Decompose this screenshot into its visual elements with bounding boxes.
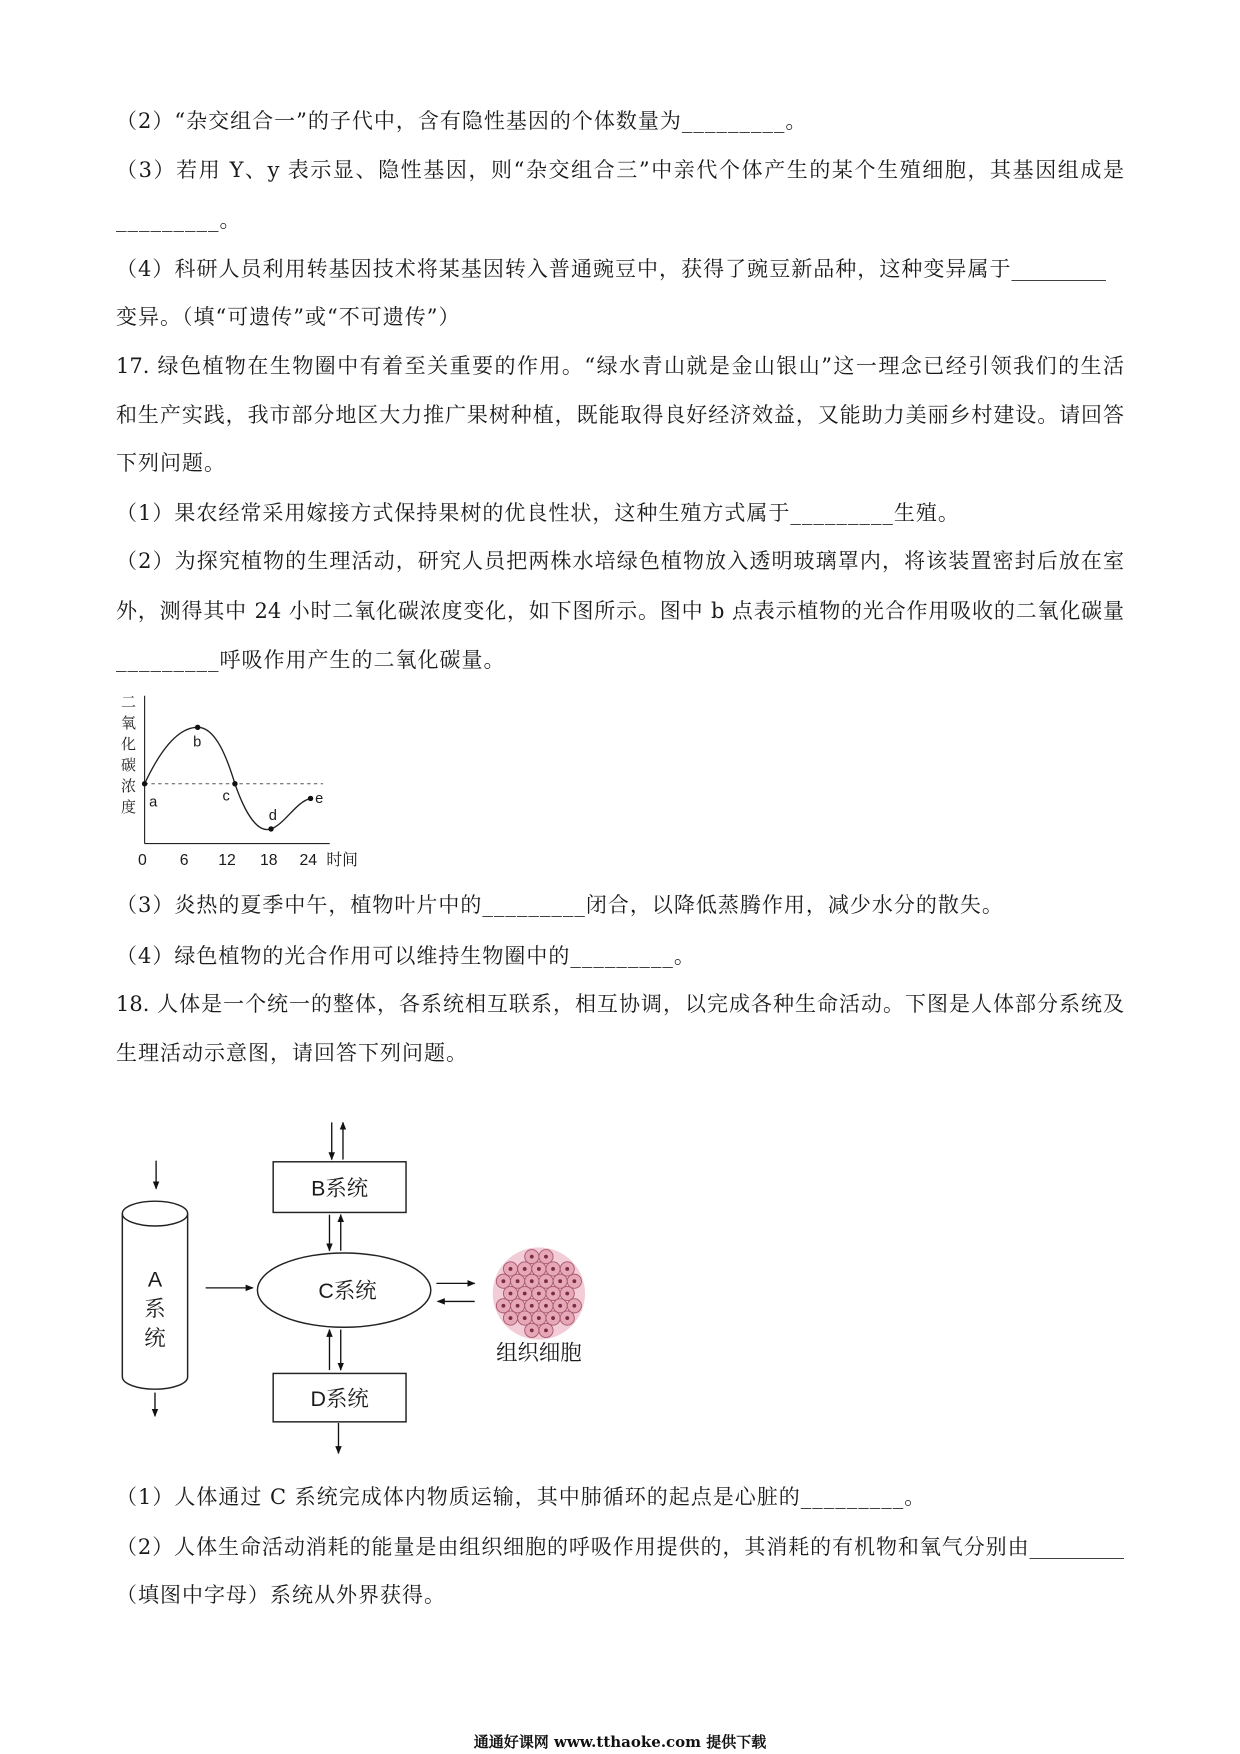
q18-stem-line-1: 18. 人体是一个统一的整体，各系统相互联系，相互协调，以完成各种生命活动。下图是人体部分系统及 — [116, 992, 1124, 1016]
x-tick-label: 6 — [179, 852, 189, 870]
q16-line-2: （3）若用 Y、y 表示显、隐性基因，则“杂交组合三”中亲代个体产生的某个生殖细胞，其基因组成是 — [116, 158, 1124, 182]
q17-part2-line-3: _________呼吸作用产生的二氧化碳量。 — [116, 648, 506, 672]
body-systems-diagram — [113, 1110, 609, 1459]
cell-nucleus — [558, 1304, 562, 1308]
cell-nucleus — [530, 1255, 534, 1259]
point-label-a: a — [149, 794, 158, 811]
cell-nucleus — [544, 1279, 548, 1283]
point-a — [142, 781, 147, 786]
q16-line-5: 变异。（填“可遗传”或“不可遗传”） — [116, 305, 461, 329]
co2-chart-y-axis-label: 二氧化碳浓度 — [119, 694, 136, 820]
cell-nucleus — [551, 1292, 555, 1296]
cell-nucleus — [565, 1267, 569, 1271]
q17-part2-line-1: （2）为探究植物的生理活动，研究人员把两株水培绿色植物放入透明玻璃罩内，将该装置密封后放在室 — [116, 549, 1124, 573]
cell-nucleus — [572, 1279, 576, 1283]
point-c — [232, 781, 237, 786]
point-label-e: e — [315, 790, 324, 807]
cell-nucleus — [537, 1316, 541, 1320]
cell-nucleus — [530, 1304, 534, 1308]
system-c-ellipse — [257, 1253, 430, 1327]
tissue-cells-label: 组织细胞 — [496, 1340, 582, 1365]
system-a-label: 系 — [144, 1297, 166, 1322]
cell-nucleus — [544, 1304, 548, 1308]
x-tick-label: 12 — [218, 852, 236, 870]
co2-chart — [113, 690, 367, 873]
x-axis-label: 时间 — [326, 852, 358, 870]
cell-nucleus — [572, 1304, 576, 1308]
point-d — [268, 826, 273, 831]
cell-nucleus — [544, 1255, 548, 1259]
cell-nucleus — [509, 1292, 513, 1296]
co2-curve — [145, 727, 311, 829]
system-b-label: B系统 — [311, 1176, 369, 1201]
q17-part2-line-2: 外，测得其中 24 小时二氧化碳浓度变化，如下图所示。图中 b 点表示植物的光合作用吸收的二氧化碳量 — [116, 599, 1124, 623]
point-label-c: c — [222, 788, 230, 805]
q18-stem-line-2: 生理活动示意图，请回答下列问题。 — [116, 1041, 468, 1065]
q16-line-1: （2）“杂交组合一”的子代中，含有隐性基因的个体数量为_________。 — [116, 109, 808, 133]
cell-nucleus — [565, 1316, 569, 1320]
system-a-label: A — [147, 1267, 163, 1292]
q17-stem-line-2: 和生产实践，我市部分地区大力推广果树种植，既能取得良好经济效益，又能助力美丽乡村建设。请回答 — [116, 403, 1124, 427]
q16-line-3: _________。 — [116, 208, 242, 232]
cell-nucleus — [502, 1304, 506, 1308]
x-tick-label: 24 — [299, 852, 318, 870]
q17-stem-line-3: 下列问题。 — [116, 451, 226, 475]
page-footer: 通通好课网 www.tthaoke.com 提供下载 — [473, 1733, 767, 1751]
point-label-b: b — [193, 734, 202, 751]
q18-part2-line-1: （2）人体生命活动消耗的能量是由组织细胞的呼吸作用提供的，其消耗的有机物和氧气分别由_________ — [116, 1535, 1124, 1559]
cell-nucleus — [558, 1279, 562, 1283]
system-a-cylinder — [122, 1201, 187, 1389]
cell-nucleus — [502, 1279, 506, 1283]
point-b — [195, 725, 200, 730]
cell-nucleus — [551, 1316, 555, 1320]
cell-nucleus — [565, 1292, 569, 1296]
cell-nucleus — [544, 1328, 548, 1332]
q18-part2-line-2: （填图中字母）系统从外界获得。 — [116, 1583, 446, 1607]
cell-nucleus — [509, 1267, 513, 1271]
point-label-d: d — [268, 807, 277, 824]
cell-nucleus — [516, 1279, 520, 1283]
cell-nucleus — [530, 1328, 534, 1332]
cell-nucleus — [523, 1292, 527, 1296]
x-tick-label: 0 — [137, 852, 147, 870]
q17-part4: （4）绿色植物的光合作用可以维持生物圈中的_________。 — [116, 944, 696, 968]
tissue-cells-image — [493, 1247, 585, 1339]
cell-nucleus — [537, 1267, 541, 1271]
system-c-label: C系统 — [318, 1279, 377, 1304]
system-b-box — [273, 1162, 406, 1213]
cell-nucleus — [537, 1292, 541, 1296]
cell-nucleus — [523, 1267, 527, 1271]
q16-line-4: （4）科研人员利用转基因技术将某基因转入普通豌豆中，获得了豌豆新品种，这种变异属于_________ — [116, 257, 1106, 281]
system-d-box — [273, 1373, 406, 1421]
cell-nucleus — [530, 1279, 534, 1283]
cell-nucleus — [551, 1267, 555, 1271]
system-a-label: 统 — [144, 1326, 166, 1351]
cell-nucleus — [523, 1316, 527, 1320]
point-e — [308, 796, 313, 801]
x-tick-label: 18 — [259, 852, 278, 870]
system-d-label: D系统 — [310, 1387, 369, 1412]
q17-part1: （1）果农经常采用嫁接方式保持果树的优良性状，这种生殖方式属于_________生殖。 — [116, 501, 960, 525]
cell-nucleus — [516, 1304, 520, 1308]
q17-stem-line-1: 17. 绿色植物在生物圈中有着至关重要的作用。“绿水青山就是金山银山”这一理念已经引领我们的生活 — [116, 354, 1124, 378]
q18-part1: （1）人体通过 C 系统完成体内物质运输，其中肺循环的起点是心脏的_________。 — [116, 1485, 927, 1509]
q17-part3: （3）炎热的夏季中午，植物叶片中的_________闭合，以降低蒸腾作用，减少水分的散失。 — [116, 893, 1004, 917]
cell-nucleus — [509, 1316, 513, 1320]
